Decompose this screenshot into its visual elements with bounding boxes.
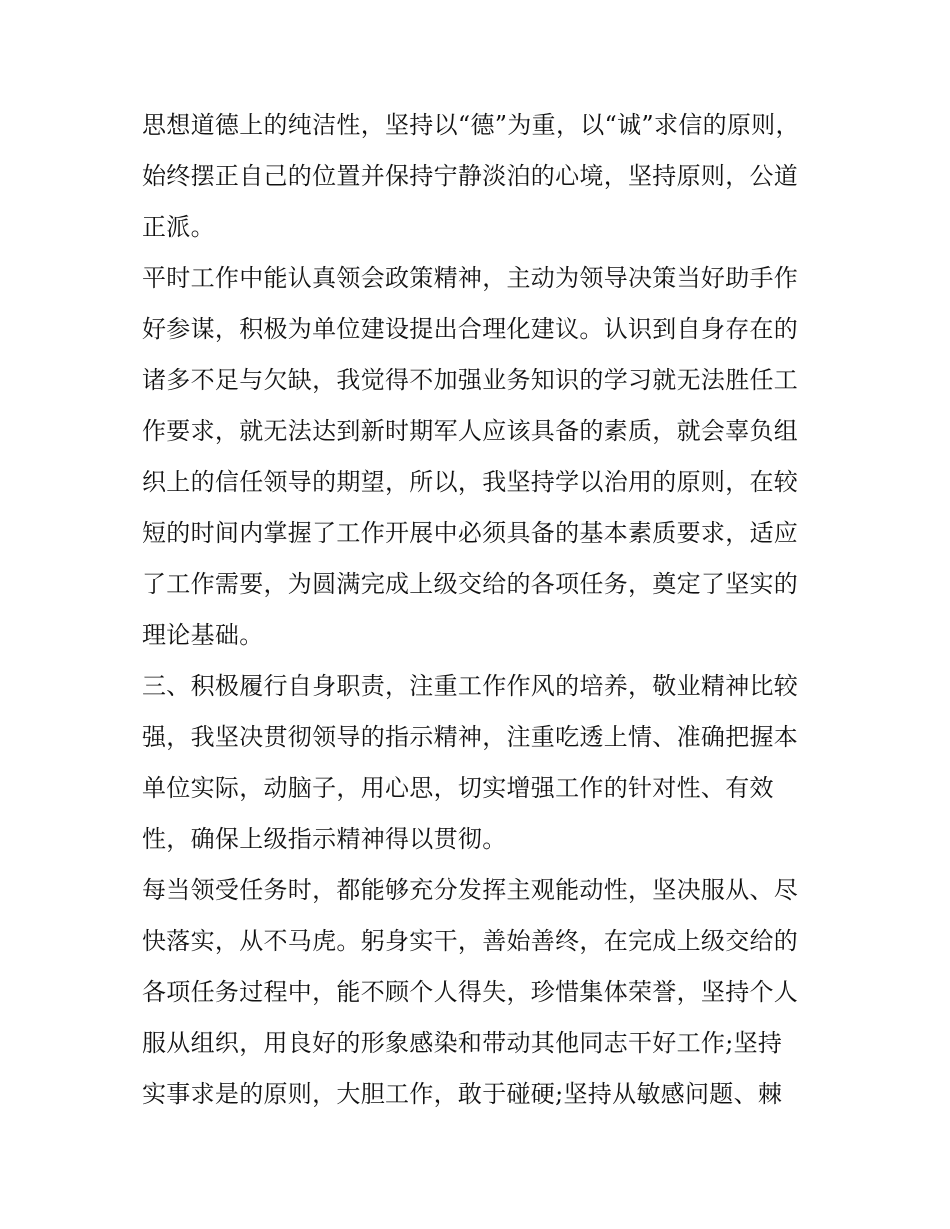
text-line: 每当领受任务时，都能够充分发挥主观能动性，坚决服从、尽	[142, 876, 799, 904]
text-line: 短的时间内掌握了工作开展中必须具备的基本素质要求，适应	[142, 519, 799, 547]
text-line: 织上的信任领导的期望，所以，我坚持学以治用的原则，在较	[142, 468, 799, 496]
text-line: 诸多不足与欠缺，我觉得不加强业务知识的学习就无法胜任工	[142, 366, 799, 394]
text-line: 性，确保上级指示精神得以贯彻。	[142, 825, 507, 853]
text-line: 服从组织，用良好的形象感染和带动其他同志干好工作;坚持	[142, 1029, 783, 1057]
text-line: 思想道德上的纯洁性，坚持以“德”为重，以“诚”求信的原则，	[142, 111, 800, 139]
text-line: 快落实，从不马虎。躬身实干，善始善终，在完成上级交给的	[142, 927, 799, 955]
text-line: 正派。	[142, 213, 215, 241]
text-line: 始终摆正自己的位置并保持宁静淡泊的心境，坚持原则，公道	[142, 162, 799, 190]
text-line: 各项任务过程中，能不顾个人得失，珍惜集体荣誉，坚持个人	[142, 978, 799, 1006]
text-line: 好参谋，积极为单位建设提出合理化建议。认识到自身存在的	[142, 315, 799, 343]
body-text	[142, 100, 814, 1120]
text-line: 了工作需要，为圆满完成上级交给的各项任务，奠定了坚实的	[142, 570, 799, 598]
text-line: 平时工作中能认真领会政策精神，主动为领导决策当好助手作	[142, 264, 799, 292]
text-line: 实事求是的原则，大胆工作，敢于碰硬;坚持从敏感问题、棘	[142, 1080, 783, 1108]
text-line: 强，我坚决贯彻领导的指示精神，注重吃透上情、准确把握本	[142, 723, 799, 751]
text-line: 单位实际，动脑子，用心思，切实增强工作的针对性、有效	[142, 774, 774, 802]
text-line: 理论基础。	[142, 621, 264, 649]
text-line: 作要求，就无法达到新时期军人应该具备的素质，就会辜负组	[142, 417, 799, 445]
text-line: 三、积极履行自身职责，注重工作作风的培养，敬业精神比较	[142, 672, 799, 700]
